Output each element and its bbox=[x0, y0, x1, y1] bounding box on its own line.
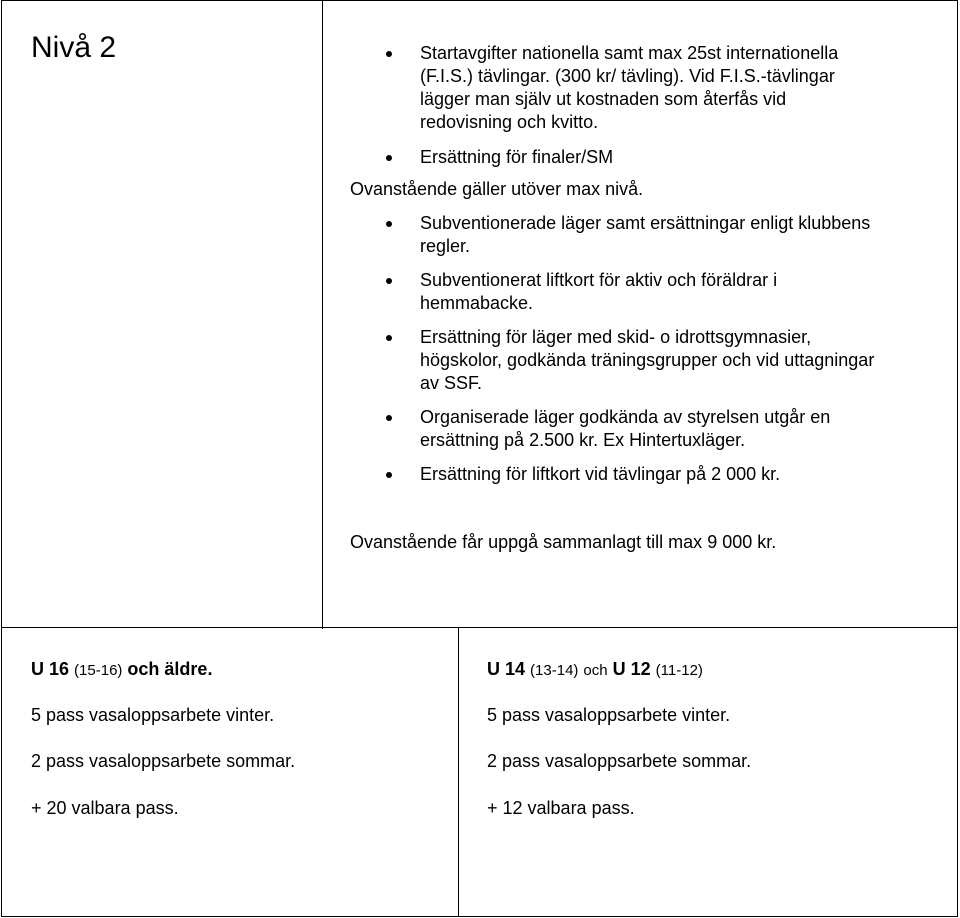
requirement-line: 5 pass vasaloppsarbete vinter. bbox=[31, 705, 275, 725]
bullet-icon bbox=[386, 51, 392, 57]
list-item bbox=[350, 326, 960, 395]
bullet-icon bbox=[386, 472, 392, 478]
list-item bbox=[350, 406, 960, 452]
u16-heading: U 16 (15-16) och äldre. bbox=[31, 659, 213, 679]
item-line: högskolor, godkända träningsgrupper och vid uttagningar bbox=[420, 350, 875, 370]
note-text: Ovanstående gäller utöver max nivå. bbox=[350, 179, 644, 199]
requirement-line: 5 pass vasaloppsarbete vinter. bbox=[487, 705, 731, 725]
list-item bbox=[350, 269, 960, 315]
list-item bbox=[350, 146, 960, 169]
item-line: (F.I.S.) tävlingar. (300 kr/ tävling). Vid F.I.S.-tävlingar bbox=[420, 66, 835, 86]
item-line: Ersättning för finaler/SM bbox=[420, 147, 614, 167]
item-line: av SSF. bbox=[420, 373, 483, 393]
item-line: lägger man själv ut kostnaden som återfås vid bbox=[420, 89, 787, 109]
item-line: Ersättning för läger med skid- o idrottsgymnasier, bbox=[420, 327, 812, 347]
u14-u12-heading: U 14 (13-14) och U 12 (11-12) bbox=[487, 659, 703, 679]
requirement-line: + 12 valbara pass. bbox=[487, 798, 635, 818]
bullet-icon bbox=[386, 155, 392, 161]
requirement-line: 2 pass vasaloppsarbete sommar. bbox=[31, 751, 296, 771]
item-line: Subventionerat liftkort för aktiv och föräldrar i bbox=[420, 270, 778, 290]
item-line: Startavgifter nationella samt max 25st internationella bbox=[420, 43, 839, 63]
bullet-icon bbox=[386, 335, 392, 341]
item-line: Subventionerade läger samt ersättningar enligt klubbens bbox=[420, 213, 871, 233]
level-title: Nivå 2 bbox=[31, 31, 117, 64]
summary-text: Ovanstående får uppgå sammanlagt till max 9 000 kr. bbox=[350, 532, 777, 552]
requirement-line: 2 pass vasaloppsarbete sommar. bbox=[487, 751, 752, 771]
bullet-icon bbox=[386, 221, 392, 227]
item-line: ersättning på 2.500 kr. Ex Hintertuxläger. bbox=[420, 430, 746, 450]
requirement-line: + 20 valbara pass. bbox=[31, 798, 179, 818]
list-item bbox=[350, 463, 960, 486]
list-item bbox=[350, 212, 960, 258]
item-line: Organiserade läger godkända av styrelsen utgår en bbox=[420, 407, 831, 427]
list-item bbox=[350, 42, 960, 134]
item-line: redovisning och kvitto. bbox=[420, 112, 599, 132]
item-line: Ersättning för liftkort vid tävlingar på 2 000 kr. bbox=[420, 464, 781, 484]
bullet-icon bbox=[386, 415, 392, 421]
item-line: regler. bbox=[420, 236, 471, 256]
bullet-icon bbox=[386, 278, 392, 284]
column-divider bbox=[322, 1, 323, 629]
item-line: hemmabacke. bbox=[420, 293, 534, 313]
